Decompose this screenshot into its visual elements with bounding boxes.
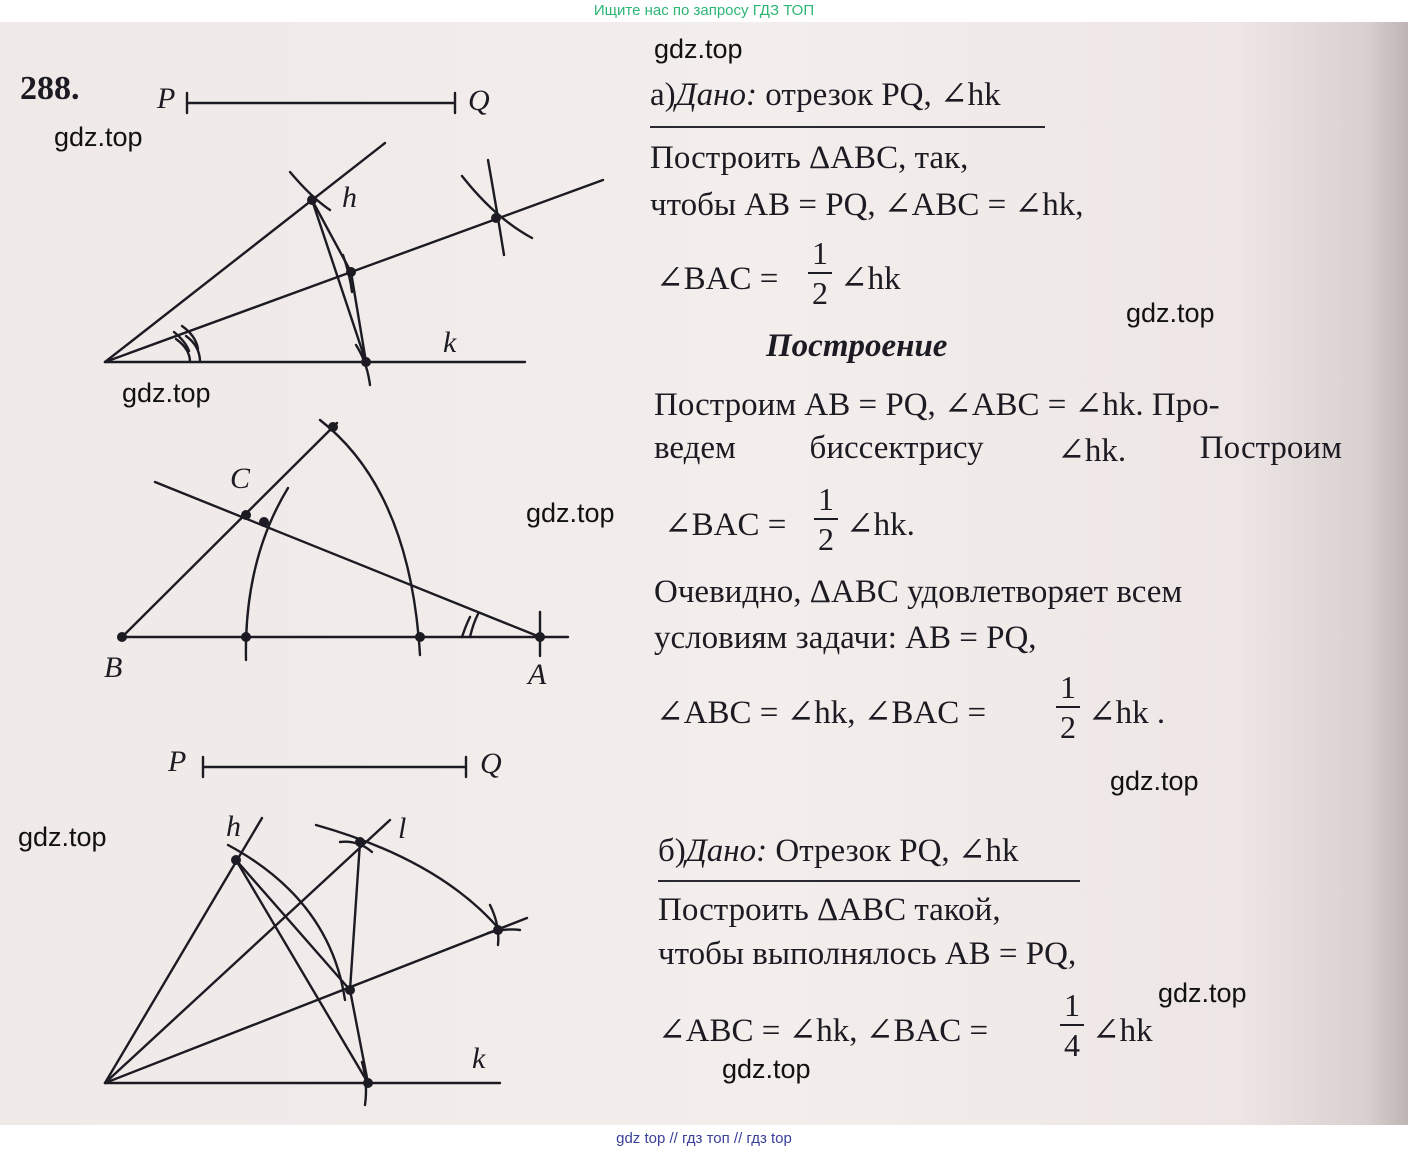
watermark: gdz.top (122, 378, 211, 408)
watermark: gdz.top (1126, 298, 1215, 328)
label-h-bottom: h (226, 810, 241, 843)
watermark: gdz.top (18, 822, 107, 852)
label-a: A (528, 658, 547, 691)
part-a-conclusion-line1: Очевидно, ΔABC удовлетворяет всем (654, 574, 1183, 610)
part-b-given: б)Дано: Отрезок PQ, ∠hk (658, 833, 1019, 869)
part-a-divider (650, 126, 1045, 128)
triangle-abc-figure (122, 420, 568, 660)
part-a-eq1-prefix: ∠BAC = (656, 261, 779, 297)
part-a-body-line1: Построим AB = PQ, ∠ABC = ∠hk. Про- (654, 387, 1220, 423)
segment-pq-bottom (203, 757, 466, 777)
watermark: gdz.top (54, 122, 143, 152)
part-a-eq3-suffix: ∠hk . (1088, 695, 1166, 731)
part-a-task-line1: Построить ΔABC, так, (650, 140, 969, 176)
part-a-fraction-half-3: 1 2 (1056, 670, 1080, 744)
bottom-banner: gdz top // гдз топ // гдз top (0, 1125, 1408, 1153)
part-a-eq3-prefix: ∠ABC = ∠hk, ∠BAC = (656, 695, 987, 731)
quarter-angle-figure (105, 818, 527, 1105)
label-b: B (104, 651, 123, 684)
label-l: l (398, 812, 407, 845)
label-k-bottom: k (472, 1042, 486, 1075)
watermark: gdz.top (526, 498, 615, 528)
label-q-top: Q (468, 84, 490, 117)
watermark: gdz.top (722, 1054, 811, 1084)
part-a-task-line2: чтобы AB = PQ, ∠ABC = ∠hk, (650, 187, 1084, 223)
part-b-eq-suffix: ∠hk (1092, 1013, 1153, 1049)
part-a-eq1-suffix: ∠hk (840, 261, 901, 297)
label-q-bottom: Q (480, 747, 502, 780)
label-h-top: h (342, 181, 357, 214)
part-a-conclusion-line2: условиям задачи: AB = PQ, (654, 620, 1037, 656)
angle-hk-figure (105, 143, 603, 385)
part-a-eq2-prefix: ∠BAC = (664, 507, 787, 543)
part-b-task-line2: чтобы выполнялось AB = PQ, (658, 936, 1077, 972)
part-a-fraction-half: 1 2 (808, 236, 832, 310)
watermark: gdz.top (1158, 978, 1247, 1008)
part-b-task-line1: Построить ΔABC такой, (658, 892, 1001, 928)
part-a-body-line2: ведем биссектрису ∠hk. Построим (654, 430, 1342, 469)
label-p-top: P (157, 82, 176, 115)
problem-number: 288. (20, 70, 80, 107)
part-a-construction-title: Построение (766, 328, 948, 364)
part-b-eq-prefix: ∠ABC = ∠hk, ∠BAC = (658, 1013, 989, 1049)
watermark: gdz.top (1110, 766, 1199, 796)
top-banner: Ищите нас по запросу ГДЗ ТОП (593, 2, 815, 19)
segment-pq-top (187, 93, 455, 113)
watermark: gdz.top (654, 34, 743, 64)
part-b-fraction-quarter: 1 4 (1060, 988, 1084, 1062)
label-p-bottom: P (168, 745, 187, 778)
part-b-divider (658, 880, 1080, 882)
label-c: C (230, 462, 251, 495)
part-a-fraction-half-2: 1 2 (814, 482, 838, 556)
part-a-given: а)Дано: отрезок PQ, ∠hk (650, 77, 1001, 113)
label-k-top: k (443, 326, 457, 359)
part-a-eq2-suffix: ∠hk. (846, 507, 915, 543)
